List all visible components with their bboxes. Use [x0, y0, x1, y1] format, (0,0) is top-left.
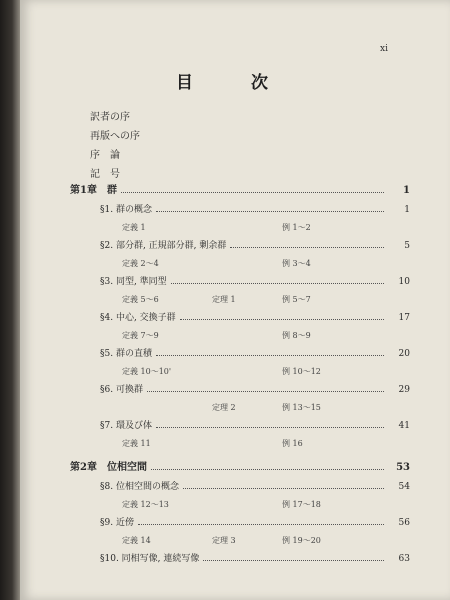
section-entry[interactable]	[70, 381, 410, 400]
definitions-ref: 定義 11	[122, 439, 151, 448]
chapter-entry[interactable]	[70, 459, 410, 478]
leader-dots	[203, 560, 384, 561]
chapter-entry-page: 1	[403, 185, 410, 196]
section-subitems	[70, 436, 410, 453]
section-entry-label: §3. 同型, 準同型	[100, 277, 167, 287]
section-subitems	[70, 533, 410, 550]
section-entry-label: §8. 位相空間の概念	[100, 482, 179, 492]
table-of-contents	[70, 182, 410, 569]
section-entry-label: §2. 部分群, 正規部分群, 剰余群	[100, 241, 227, 251]
theorems-ref: 定理 3	[212, 536, 236, 545]
leader-dots	[138, 524, 384, 525]
section-subitems	[70, 497, 410, 514]
definitions-ref: 定義 12〜13	[122, 500, 169, 509]
definitions-ref: 定義 1	[122, 223, 146, 232]
section-entry-label: §7. 環及び体	[100, 421, 152, 431]
front-matter-item[interactable]: 序 論	[90, 150, 120, 161]
section-entry[interactable]	[70, 201, 410, 220]
section-entry-label: §6. 可換群	[100, 385, 143, 395]
chapter-entry[interactable]	[70, 182, 410, 201]
section-entry[interactable]	[70, 273, 410, 292]
examples-ref: 例 3〜4	[282, 259, 311, 268]
section-entry-page: 1	[404, 205, 410, 215]
section-entry-page: 54	[398, 482, 410, 492]
section-entry-page: 56	[398, 518, 410, 528]
examples-ref: 例 13〜15	[282, 403, 321, 412]
section-entry[interactable]	[70, 550, 410, 569]
theorems-ref: 定理 2	[212, 403, 236, 412]
theorems-ref: 定理 1	[212, 295, 236, 304]
page-title: 目 次	[176, 73, 294, 93]
chapter-entry-page: 53	[396, 462, 410, 473]
section-entry-page: 29	[398, 385, 410, 395]
chapter-entry-label: 第2章 位相空間	[70, 462, 147, 473]
section-subitems	[70, 220, 410, 237]
front-matter-item[interactable]: 記 号	[90, 169, 120, 180]
page-number: xi	[380, 44, 388, 54]
section-entry[interactable]	[70, 478, 410, 497]
section-entry-label: §5. 群の直積	[100, 349, 152, 359]
front-matter-list	[90, 108, 140, 184]
front-matter-item[interactable]: 再版への序	[90, 131, 140, 142]
book-page	[20, 0, 450, 600]
examples-ref: 例 17〜18	[282, 500, 321, 509]
section-entry[interactable]	[70, 417, 410, 436]
section-entry-page: 63	[398, 554, 410, 564]
definitions-ref: 定義 10〜10'	[122, 367, 172, 376]
definitions-ref: 定義 14	[122, 536, 151, 545]
leader-dots	[156, 427, 384, 428]
examples-ref: 例 16	[282, 439, 303, 448]
examples-ref: 例 1〜2	[282, 223, 311, 232]
examples-ref: 例 10〜12	[282, 367, 321, 376]
leader-dots	[121, 192, 384, 193]
section-entry-page: 41	[398, 421, 410, 431]
book-spine-shadow	[0, 0, 20, 600]
section-subitems	[70, 256, 410, 273]
leader-dots	[156, 211, 384, 212]
section-entry[interactable]	[70, 345, 410, 364]
section-subitems	[70, 292, 410, 309]
leader-dots	[171, 283, 384, 284]
section-subitems	[70, 328, 410, 345]
section-entry-page: 5	[404, 241, 410, 251]
section-entry-label: §4. 中心, 交換子群	[100, 313, 176, 323]
leader-dots	[230, 247, 384, 248]
chapter-entry-label: 第1章 群	[70, 185, 117, 196]
definitions-ref: 定義 2〜4	[122, 259, 159, 268]
leader-dots	[156, 355, 384, 356]
section-subitems	[70, 364, 410, 381]
section-subitems	[70, 400, 410, 417]
definitions-ref: 定義 7〜9	[122, 331, 159, 340]
examples-ref: 例 19〜20	[282, 536, 321, 545]
section-entry-label: §1. 群の概念	[100, 205, 152, 215]
leader-dots	[151, 469, 384, 470]
section-entry-page: 20	[398, 349, 410, 359]
front-matter-item[interactable]: 訳者の序	[90, 112, 130, 123]
section-entry-page: 10	[398, 277, 410, 287]
definitions-ref: 定義 5〜6	[122, 295, 159, 304]
section-entry[interactable]	[70, 514, 410, 533]
section-entry-label: §9. 近傍	[100, 518, 134, 528]
section-entry[interactable]	[70, 309, 410, 328]
leader-dots	[180, 319, 384, 320]
section-entry[interactable]	[70, 237, 410, 256]
leader-dots	[147, 391, 384, 392]
examples-ref: 例 8〜9	[282, 331, 311, 340]
section-entry-page: 17	[398, 313, 410, 323]
section-entry-label: §10. 同相写像, 連続写像	[100, 554, 200, 564]
leader-dots	[183, 488, 384, 489]
examples-ref: 例 5〜7	[282, 295, 311, 304]
